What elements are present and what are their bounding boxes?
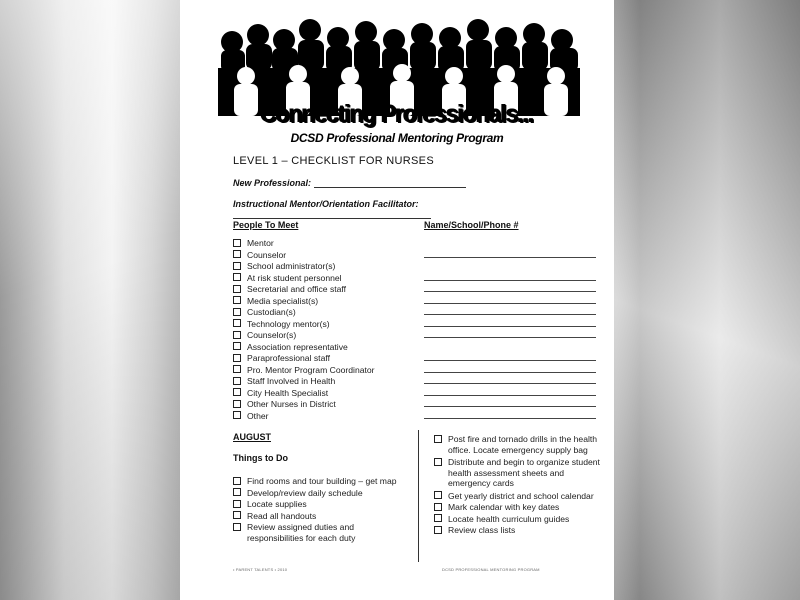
new-professional-field <box>233 178 466 188</box>
checkbox <box>233 477 241 485</box>
blank-line <box>424 315 596 327</box>
list-item: Technology mentor(s) <box>233 319 413 331</box>
contact-lines <box>424 246 596 419</box>
list-item: Get yearly district and school calendar <box>434 491 606 502</box>
footer-right: DCSD PROFESSIONAL MENTORING PROGRAM <box>442 567 540 572</box>
blank-line <box>424 373 596 385</box>
list-item: City Health Specialist <box>233 388 413 400</box>
checkbox <box>434 526 442 534</box>
checkbox <box>233 500 241 508</box>
list-item: Association representative <box>233 342 413 354</box>
blank-line <box>424 327 596 339</box>
blank-line <box>424 246 596 258</box>
checkbox <box>233 319 241 327</box>
list-item: Paraprofessional staff <box>233 353 413 365</box>
list-item: Media specialist(s) <box>233 296 413 308</box>
checkbox <box>233 511 241 519</box>
checkbox <box>434 514 442 522</box>
list-item: Secretarial and office staff <box>233 284 413 296</box>
people-to-meet-header: People To Meet <box>233 220 299 230</box>
checkbox <box>233 296 241 304</box>
mentor-field <box>233 199 614 219</box>
things-to-do-header: Things to Do <box>233 453 288 463</box>
blank-line <box>424 407 596 419</box>
checkbox <box>233 365 241 373</box>
people-checklist <box>233 238 413 422</box>
list-item: Counselor(s) <box>233 330 413 342</box>
list-item: Custodian(s) <box>233 307 413 319</box>
list-item: Counselor <box>233 250 413 262</box>
list-item: Find rooms and tour building – get map <box>233 476 403 487</box>
checkbox <box>233 354 241 362</box>
checklist-heading: LEVEL 1 – CHECKLIST FOR NURSES <box>233 155 434 167</box>
checkbox <box>233 342 241 350</box>
mentor-label: Instructional Mentor/Orientation Facilitator: <box>233 199 419 209</box>
august-tasks-right <box>434 434 606 536</box>
background-left-panel <box>0 0 180 600</box>
blank-line <box>424 304 596 316</box>
list-item: Review assigned duties and responsibilities for each duty <box>233 522 403 543</box>
checkbox <box>233 523 241 531</box>
list-item: Develop/review daily schedule <box>233 488 403 499</box>
contact-info-header: Name/School/Phone # <box>424 220 519 230</box>
checkbox <box>233 308 241 316</box>
list-item: Pro. Mentor Program Coordinator <box>233 365 413 377</box>
list-item: Post fire and tornado drills in the health office. Locate emergency supply bag <box>434 434 606 455</box>
checkbox <box>434 458 442 466</box>
checkbox <box>233 250 241 258</box>
document-subtitle: DCSD Professional Mentoring Program <box>290 131 504 145</box>
blank-line <box>424 281 596 293</box>
new-professional-blank <box>314 178 466 188</box>
checkbox <box>233 400 241 408</box>
document-title: Connecting Professionals... <box>260 100 534 128</box>
checkbox <box>233 488 241 496</box>
checkbox <box>233 411 241 419</box>
august-header: AUGUST <box>233 432 271 442</box>
column-divider <box>418 430 419 562</box>
footer-left: • PARENT TALENTS • 2010 <box>233 567 288 572</box>
list-item: Mentor <box>233 238 413 250</box>
blank-line <box>424 269 596 281</box>
blank-line <box>424 384 596 396</box>
checkbox <box>233 331 241 339</box>
checkbox <box>233 273 241 281</box>
checkbox <box>434 435 442 443</box>
list-item: Mark calendar with key dates <box>434 502 606 513</box>
checkbox <box>233 388 241 396</box>
blank-line <box>424 292 596 304</box>
list-item: Other <box>233 411 413 423</box>
background-right-panel <box>614 0 800 600</box>
blank-line <box>424 396 596 408</box>
mentor-blank <box>233 209 431 219</box>
blank-line <box>424 350 596 362</box>
new-professional-label: New Professional: <box>233 178 312 188</box>
checkbox <box>434 491 442 499</box>
checkbox <box>434 503 442 511</box>
document-page <box>180 0 614 600</box>
august-tasks-left <box>233 476 403 543</box>
list-item: Locate health curriculum guides <box>434 514 606 525</box>
list-item: At risk student personnel <box>233 273 413 285</box>
blank-line <box>424 361 596 373</box>
list-item: Review class lists <box>434 525 606 536</box>
checkbox <box>233 285 241 293</box>
list-item: Staff Involved in Health <box>233 376 413 388</box>
checkbox <box>233 239 241 247</box>
list-item: Other Nurses in District <box>233 399 413 411</box>
checkbox <box>233 377 241 385</box>
list-item: School administrator(s) <box>233 261 413 273</box>
list-item: Distribute and begin to organize student health assessment sheets and emergency cards <box>434 457 606 489</box>
list-item: Read all handouts <box>233 511 403 522</box>
checkbox <box>233 262 241 270</box>
list-item: Locate supplies <box>233 499 403 510</box>
